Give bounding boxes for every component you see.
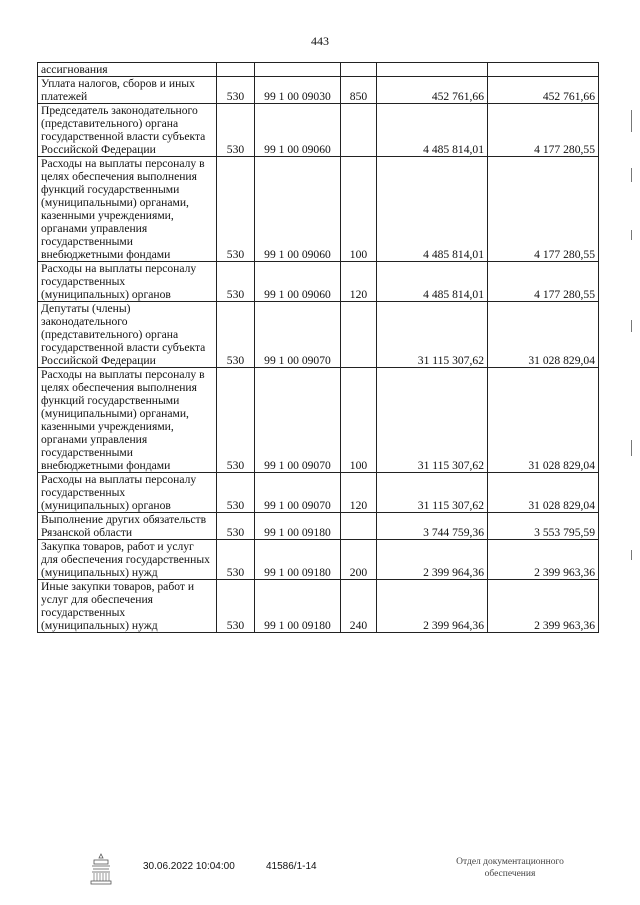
- row-amount-2-cell: 31 028 829,04: [488, 368, 599, 473]
- row-amount-2-cell: 2 399 963,36: [488, 580, 599, 633]
- row-amount-1-cell: 4 485 814,01: [377, 262, 488, 302]
- row-target-article-cell: 99 1 00 09180: [255, 580, 341, 633]
- row-name-cell: Расходы на выплаты персоналу в целях обеспечения выполнения функций государственными (муниципальными) органами, казенными учреждениями, органами управления государственными внебюджетными фондами: [38, 368, 217, 473]
- row-target-article-cell: 99 1 00 09070: [255, 302, 341, 368]
- footer: [0, 852, 640, 892]
- row-name-cell: Уплата налогов, сборов и иных платежей: [38, 77, 217, 104]
- row-amount-1-cell: 4 485 814,01: [377, 104, 488, 157]
- row-name-cell: Расходы на выплаты персоналу государственных (муниципальных) органов: [38, 262, 217, 302]
- row-expense-type-cell: 120: [341, 473, 377, 513]
- row-amount-2-cell: [488, 63, 599, 77]
- row-expense-type-cell: [341, 63, 377, 77]
- row-name-cell: Выполнение других обязательств Рязанской области: [38, 513, 217, 540]
- table-row: [38, 473, 599, 513]
- table-row: [38, 368, 599, 473]
- row-code-cell: 530: [217, 368, 255, 473]
- row-amount-1-cell: 3 744 759,36: [377, 513, 488, 540]
- row-amount-2-cell: 4 177 280,55: [488, 104, 599, 157]
- row-amount-2-cell: 3 553 795,59: [488, 513, 599, 540]
- row-name-cell: Расходы на выплаты персоналу государственных (муниципальных) органов: [38, 473, 217, 513]
- table-row: [38, 157, 599, 262]
- row-code-cell: 530: [217, 473, 255, 513]
- scan-edge-marks: [631, 110, 634, 610]
- row-code-cell: 530: [217, 262, 255, 302]
- row-target-article-cell: 99 1 00 09060: [255, 157, 341, 262]
- footer-department-line1: Отдел документационного: [456, 857, 564, 867]
- page-number: 443: [311, 34, 329, 48]
- table-row: [38, 580, 599, 633]
- row-amount-1-cell: 31 115 307,62: [377, 302, 488, 368]
- table-row: [38, 513, 599, 540]
- table-row: [38, 302, 599, 368]
- row-expense-type-cell: [341, 302, 377, 368]
- footer-document-number: 41586/1-14: [266, 861, 317, 872]
- row-name-cell: Иные закупки товаров, работ и услуг для обеспечения государственных (муниципальных) нужд: [38, 580, 217, 633]
- row-expense-type-cell: 100: [341, 368, 377, 473]
- row-target-article-cell: 99 1 00 09060: [255, 104, 341, 157]
- row-name-cell: Председатель законодательного (представительного) органа государственной власти субъекта Российской Федерации: [38, 104, 217, 157]
- row-target-article-cell: 99 1 00 09180: [255, 513, 341, 540]
- footer-date: 30.06.2022 10:04:00: [143, 861, 235, 872]
- row-amount-1-cell: 2 399 964,36: [377, 540, 488, 580]
- table-row: [38, 104, 599, 157]
- row-expense-type-cell: 120: [341, 262, 377, 302]
- row-expense-type-cell: 100: [341, 157, 377, 262]
- row-code-cell: 530: [217, 302, 255, 368]
- row-target-article-cell: 99 1 00 09180: [255, 540, 341, 580]
- row-target-article-cell: 99 1 00 09070: [255, 473, 341, 513]
- table-row: [38, 77, 599, 104]
- footer-department: [430, 856, 590, 880]
- row-amount-2-cell: 31 028 829,04: [488, 302, 599, 368]
- row-amount-1-cell: 31 115 307,62: [377, 368, 488, 473]
- row-amount-1-cell: 2 399 964,36: [377, 580, 488, 633]
- table-row: [38, 262, 599, 302]
- row-expense-type-cell: 850: [341, 77, 377, 104]
- row-amount-2-cell: 2 399 963,36: [488, 540, 599, 580]
- emblem-stamp-icon: [88, 852, 114, 886]
- row-amount-2-cell: 4 177 280,55: [488, 262, 599, 302]
- row-amount-1-cell: 452 761,66: [377, 77, 488, 104]
- table-row: [38, 540, 599, 580]
- row-code-cell: 530: [217, 540, 255, 580]
- row-code-cell: 530: [217, 104, 255, 157]
- row-amount-2-cell: 4 177 280,55: [488, 157, 599, 262]
- row-amount-1-cell: 4 485 814,01: [377, 157, 488, 262]
- row-name-cell: Закупка товаров, работ и услуг для обеспечения государственных (муниципальных) нужд: [38, 540, 217, 580]
- row-amount-1-cell: [377, 63, 488, 77]
- row-code-cell: 530: [217, 580, 255, 633]
- row-target-article-cell: 99 1 00 09070: [255, 368, 341, 473]
- row-expense-type-cell: 240: [341, 580, 377, 633]
- table-row: [38, 63, 599, 77]
- row-amount-2-cell: 452 761,66: [488, 77, 599, 104]
- row-amount-1-cell: 31 115 307,62: [377, 473, 488, 513]
- row-code-cell: 530: [217, 513, 255, 540]
- row-expense-type-cell: 200: [341, 540, 377, 580]
- row-expense-type-cell: [341, 513, 377, 540]
- row-target-article-cell: [255, 63, 341, 77]
- row-code-cell: 530: [217, 157, 255, 262]
- row-amount-2-cell: 31 028 829,04: [488, 473, 599, 513]
- row-target-article-cell: 99 1 00 09060: [255, 262, 341, 302]
- row-expense-type-cell: [341, 104, 377, 157]
- row-code-cell: [217, 63, 255, 77]
- row-name-cell: ассигнования: [38, 63, 217, 77]
- row-name-cell: Расходы на выплаты персоналу в целях обеспечения выполнения функций государственными (муниципальными) органами, казенными учреждениями, органами управления государственными внебюджетными фондами: [38, 157, 217, 262]
- row-name-cell: Депутаты (члены) законодательного (представительного) органа государственной власти субъекта Российской Федерации: [38, 302, 217, 368]
- budget-table: [37, 62, 599, 633]
- footer-department-line2: обеспечения: [484, 869, 536, 879]
- row-target-article-cell: 99 1 00 09030: [255, 77, 341, 104]
- row-code-cell: 530: [217, 77, 255, 104]
